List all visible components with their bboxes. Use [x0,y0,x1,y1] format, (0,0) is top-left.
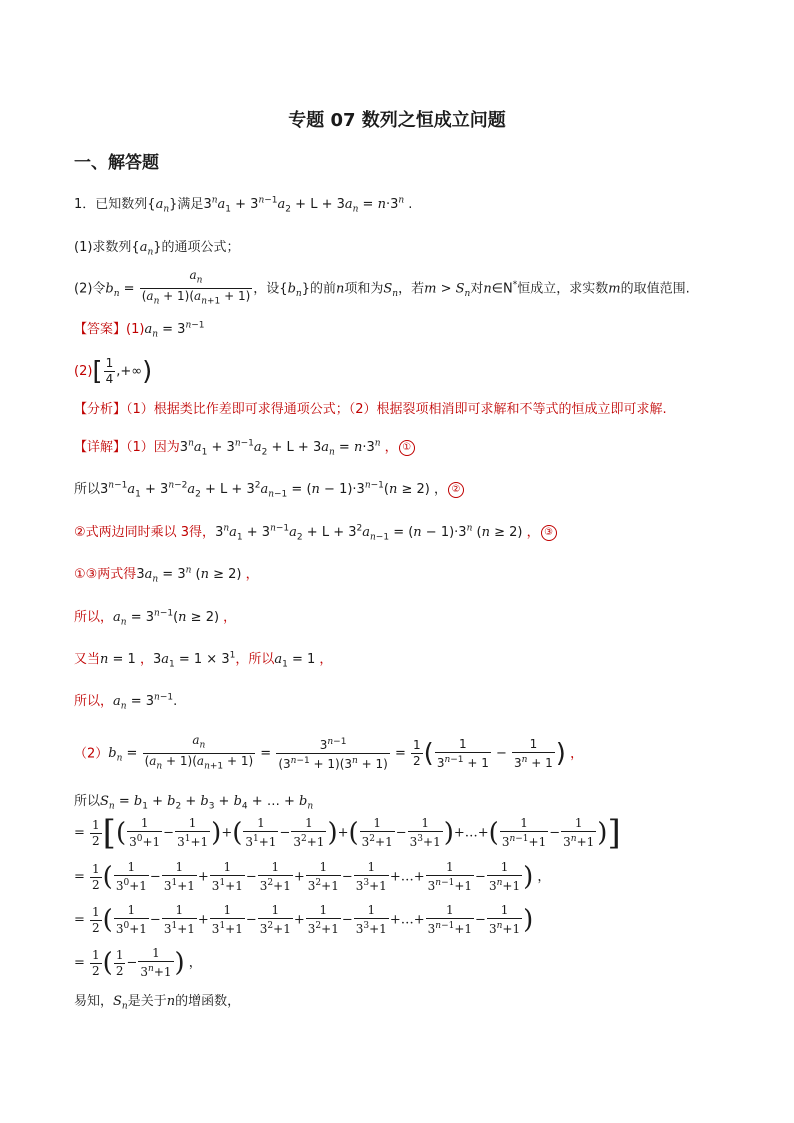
answer-line-1: 【答案】$(1)a_n = 3^{n-1}$ [74,320,205,340]
detail-line-1: 【详解】（1）因为$3^na_1 + 3^{n-1}a_2 + L + 3a_n = n\cdot 3^n$ ， ① [74,436,416,458]
part2-text: 对 [470,281,484,297]
analysis-label: 【分析】 [74,402,127,417]
sum-line-3: = $\frac{1}{2}$ ( $\frac{1}{3^0+1}$ − $\frac{1}{3^1+1}$ + $\frac{1}{3^1+1}$ − $\frac{1}{3^2+1}$ + $\frac{1}{3^2+1}$ − $\frac{1}{3^3+1}$ +…+ $\frac{1}{3^{n-1}+1}$ − $\frac{1}{3^n+1}$ ) ， [74,860,551,893]
detail-text: 又当 [74,652,101,667]
part2-prefix: (2)令 [74,281,106,297]
section-heading: 一、解答题 [74,153,159,173]
detail-text: ，所以 [235,652,275,667]
detail-text: ①③两式得 [74,567,137,582]
sum-line-1: 所以$S_n = b_1 + b_2 + b_3 + b_4$ + … + $b_n$ [74,794,314,812]
analysis-text: （1）根据类比作差即可求得通项公式；（2）根据裂项相消即可求解和不等式的恒成立即可求解. [126,402,667,417]
detail-text: 所以 [74,482,101,497]
question-1: 1．已知数列$\{a_n\}$满足$3^na_1 + 3^{n-1}a_2 + L + 3a_n = n\cdot 3^n$ . [74,195,413,215]
condition-prefix: 满足 [177,197,204,212]
part2-text: ，设 [253,281,280,297]
detail-text: 所以， [74,694,114,709]
part1-prefix: (1)求数列 [74,240,132,255]
detail-line-6: 又当n = 1 ，$3a_1 = 1 \times 3^1$，所以$a_1 = 1$ ， [74,650,333,670]
detail-text: 是关于 [127,994,167,1009]
answer-part-2: (2) [74,364,93,379]
part1-suffix: 的通项公式； [161,240,240,255]
detail-line-7: 所以，$a_n = 3^{n-1}$. [74,692,178,712]
detail-line-5: 所以，$a_n = 3^{n-1}(n \ge 2)$ ， [74,608,237,628]
detail-line-2: 所以$3^{n-1}a_1 + 3^{n-2}a_2 + L + 3^2a_{n-1} = (n - 1)\cdot 3^{n-1}(n \ge 2)$ ， ② [74,478,465,500]
question-part-1: (1)求数列$\{a_n\}$的通项公式； [74,240,240,258]
detail-text: 所以 [74,794,101,809]
detail-text: 的增函数， [175,994,241,1009]
part2-text: 的取值范围. [620,281,690,297]
question-part-2: (2)令$b_n$ = $\frac{a_n}{(a_n + 1)(a_{n+1} + 1)}$ ，设$\{b_n\}$的前n项和为$S_n$，若$m > S_n$对n∈N*恒成立，求实数m的取值范围. [74,268,690,310]
part2-text: 恒成立，求实数 [517,281,609,297]
circle-marker-3: ③ [541,525,557,541]
circle-marker-2: ② [448,482,464,498]
detail-text: 所以， [74,610,114,625]
detail-part-2: $(2)b_n$ = $\frac{a_n}{(a_n + 1)(a_{n+1} + 1)}$ = $\frac{3^{n-1}}{(3^{n-1} + 1)(3^n + 1)}$ = $\frac{1}{2}$ ( $\frac{1}{3^{n-1} + 1}$ − $\frac{1}{3^n + 1}$ ) ， [74,733,584,772]
page-title: 专题 07 数列之恒成立问题 [288,110,506,131]
final-line: 易知，$S_n$是关于n的增函数， [74,994,241,1012]
part2-text: 项和为 [344,281,384,297]
sum-line-2: = $\frac{1}{2}$ [( $\frac{1}{3^0+1}$ − $\frac{1}{3^1+1}$ )+( $\frac{1}{3^1+1}$ − $\frac{1}{3^2+1}$ )+( $\frac{1}{3^2+1}$ − $\frac{1}{3^3+1}$ )+…+( $\frac{1}{3^{n-1}+1}$ − $\frac{1}{3^n+1}$ )] [74,813,621,853]
part2-text: ，若 [398,281,425,297]
fraction: $\frac{a_n}{(a_n + 1)(a_{n+1} + 1)}$ [141,268,251,307]
analysis [74,398,667,417]
detail-text: ②式两边同时乘以 3得， [74,525,216,540]
sum-line-4: = $\frac{1}{2}$ ( $\frac{1}{3^0+1}$ − $\frac{1}{3^1+1}$ + $\frac{1}{3^1+1}$ − $\frac{1}{3^2+1}$ + $\frac{1}{3^2+1}$ − $\frac{1}{3^3+1}$ +…+ $\frac{1}{3^{n-1}+1}$ − $\frac{1}{3^n+1}$ ) [74,903,534,936]
question-intro: 已知数列 [95,197,148,212]
detail-text: 易知， [74,994,114,1009]
question-number: 1． [74,197,96,212]
detail-text: （1）因为 [126,440,180,455]
detail-line-4: ①③两式得$3a_n = 3^n$ (n ≥ 2) ， [74,565,259,585]
detail-text: （2） [74,746,109,762]
sum-line-5: = $\frac{1}{2}$ ( $\frac{1}{2}$ − $\frac{1}{3^n+1}$ ) ， [74,946,202,979]
detail-label: 【详解】 [74,440,127,455]
detail-line-3: ②式两边同时乘以 3得，$3^na_1 + 3^{n-1}a_2 + L + 3^2a_{n-1} = (n - 1)\cdot 3^n$ (n ≥ 2) ， ③ [74,521,558,543]
answer-label: 【答案】 [74,322,127,337]
circle-marker-1: ① [399,440,415,456]
answer-part-1: (1) [126,322,145,337]
answer-line-2: (2)[ $\frac{1}{4}$ ,+∞) [74,356,153,387]
part2-text: 的前 [309,281,336,297]
